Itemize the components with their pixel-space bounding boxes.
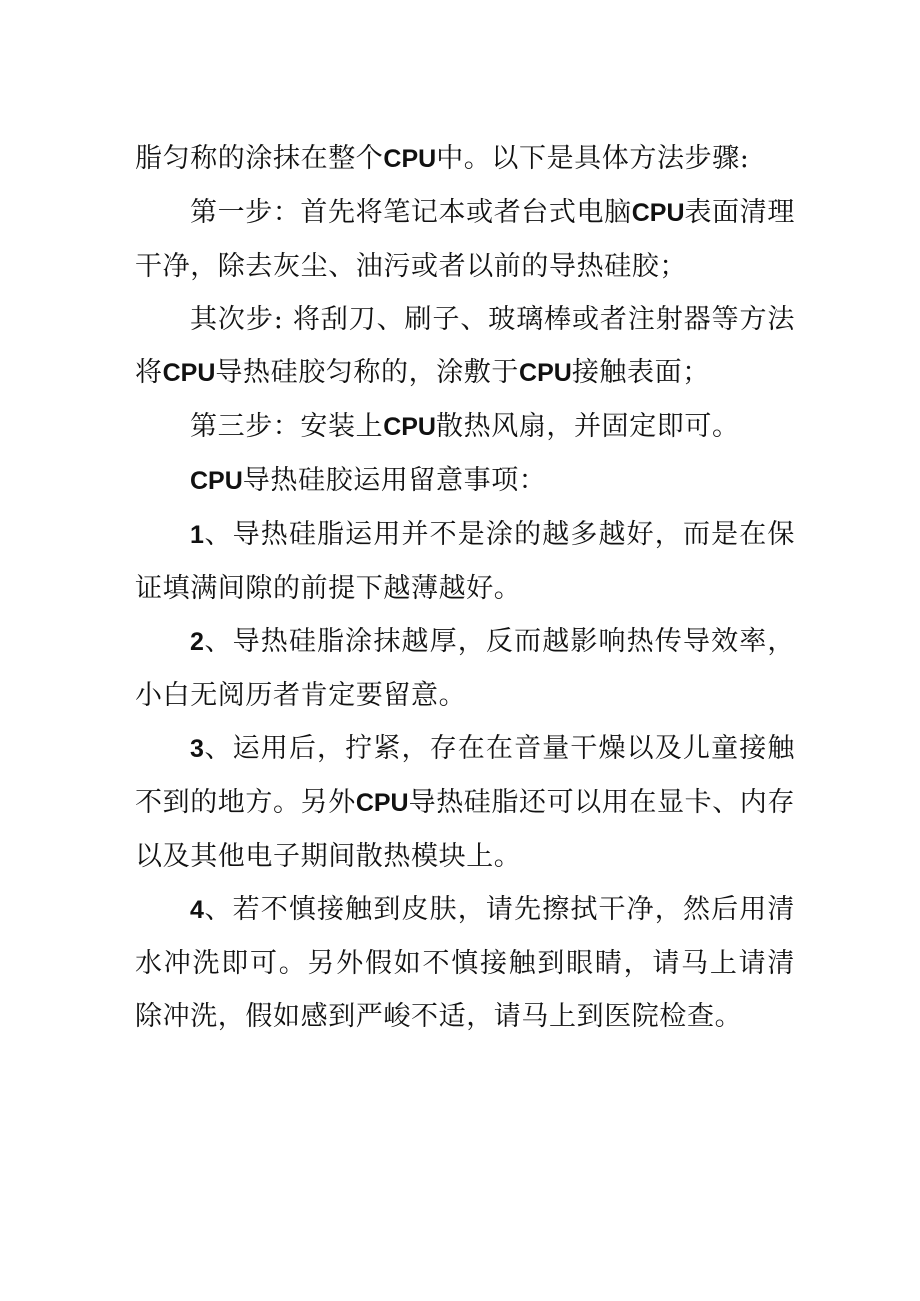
text-run: 导热硅脂还可以用在显卡、内存以及其他电子期间散热模块上。 bbox=[135, 787, 796, 872]
text-run: 第三步：安装上 bbox=[190, 411, 384, 442]
latin-run: 2 bbox=[190, 628, 204, 656]
latin-run: 4 bbox=[190, 896, 204, 924]
text-run: 脂匀称的涂抹在整个 bbox=[135, 143, 384, 174]
text-run: 接触表面； bbox=[571, 357, 710, 388]
text-run: 、若不慎接触到皮肤，请先擦拭干净，然后用清水冲洗即可。另外假如不慎接触到眼睛，请马上请清除冲洗，假如感到严峻不适，请马上到医院检查。 bbox=[135, 894, 795, 1032]
paragraph-step-2 bbox=[135, 293, 795, 400]
text-run: 中。以下是具体方法步骤: bbox=[436, 143, 750, 174]
text-run: 第一步：首先将笔记本或者台式电脑 bbox=[190, 197, 632, 228]
latin-run: CPU bbox=[190, 467, 243, 495]
paragraph-note-3 bbox=[135, 722, 795, 883]
paragraph-step-1 bbox=[135, 186, 795, 293]
paragraph-note-4 bbox=[135, 883, 795, 1043]
paragraph-intro bbox=[135, 132, 795, 186]
paragraph-note-1 bbox=[135, 508, 795, 615]
latin-run: CPU bbox=[162, 359, 216, 387]
latin-run: CPU bbox=[383, 145, 437, 173]
text-run: 、导热硅脂运用并不是涂的越多越好，而是在保证填满间隙的前提下越薄越好。 bbox=[135, 519, 795, 604]
paragraph-notes-heading bbox=[135, 454, 795, 508]
text-run: 、运用后，拧紧，存在在音量干燥以及儿童接触不到的地方。另外 bbox=[135, 733, 795, 818]
paragraph-note-2 bbox=[135, 615, 795, 722]
text-run: 其次步: 将刮刀、刷子、玻璃棒或者注射器等方法将 bbox=[135, 304, 795, 388]
text-run: 表面清理干净，除去灰尘、油污或者以前的导热硅胶； bbox=[135, 197, 795, 282]
paragraph-step-3 bbox=[135, 400, 795, 454]
text-run: 、导热硅脂涂抹越厚，反而越影响热传导效率，小白无阅历者肯定要留意。 bbox=[135, 626, 795, 711]
latin-run: 1 bbox=[190, 521, 204, 549]
text-run: 导热硅胶匀称的，涂敷于 bbox=[215, 357, 520, 388]
latin-run: CPU bbox=[631, 199, 685, 227]
text-run: 散热风扇，并固定即可。 bbox=[436, 411, 740, 442]
document-body bbox=[135, 132, 795, 1043]
latin-run: CPU bbox=[519, 359, 572, 387]
latin-run: 3 bbox=[190, 735, 204, 763]
text-run: 导热硅胶运用留意事项： bbox=[242, 465, 547, 496]
latin-run: CPU bbox=[383, 413, 436, 441]
latin-run: CPU bbox=[355, 789, 409, 817]
